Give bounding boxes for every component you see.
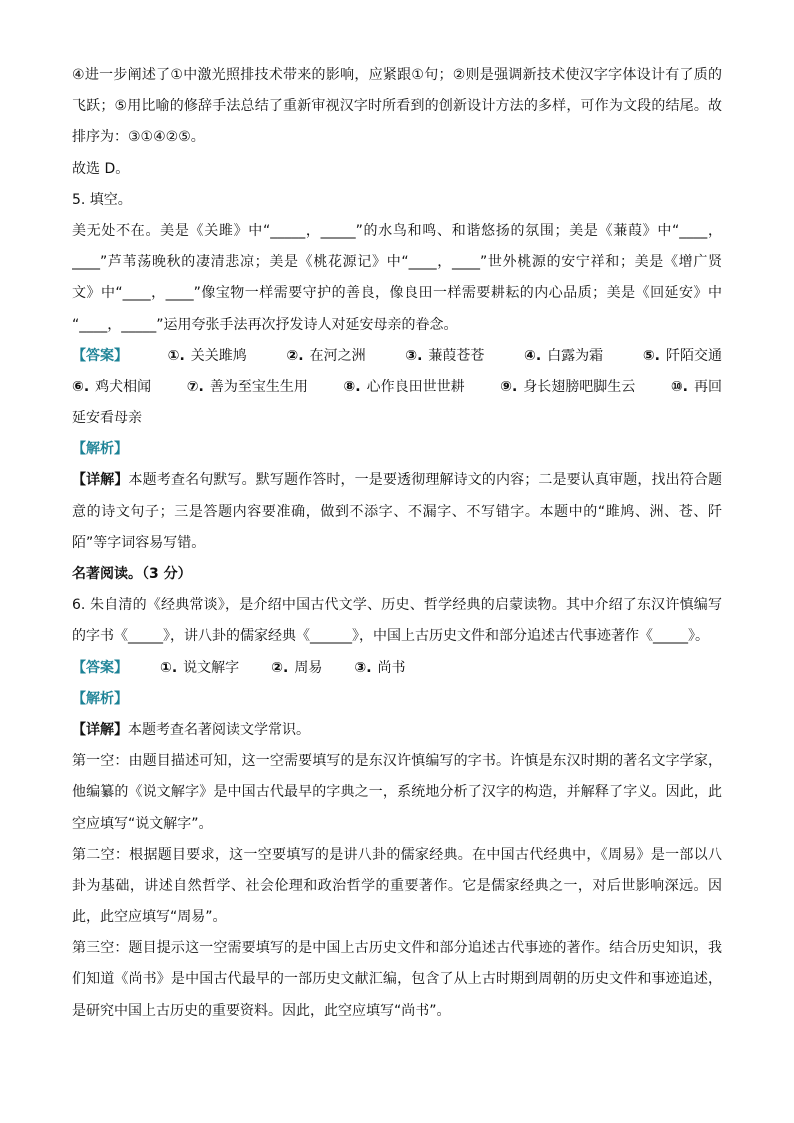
answer-item-continuation: 延安看母亲 [72,410,142,427]
answer-item-number: ①. [160,659,178,676]
answer-item-text: 阡陌交通 [665,347,722,364]
answer-item-text: 关关雎鸠 [190,347,247,364]
question-5-stem-line: 文》中“____，____”像宝物一样需要守护的善良，像良田一样需要耕耘的内心品质；美是《回延安》中 [72,285,722,302]
answer-item-text: 鸡犬相闻 [95,378,152,395]
document-page [72,60,722,1027]
analysis-label: 【解析】 [72,690,128,707]
answer-item-text: 身长翅膀吧脚生云 [523,378,636,395]
blank-explanation-line: 第三空：题目提示这一空需要填写的是中国上古历史文件和部分追述古代事迹的著作。结合历史知识，我 [72,940,722,957]
answer-item-number: ⑨. [500,378,518,395]
detail-line [72,465,722,496]
section-heading: 名著阅读。（3 分） [72,566,192,582]
answer-item-number: ③. [405,347,423,364]
blank-explanation-line: 空应填写“说文解字”。 [72,815,213,832]
question-5-title: 5. 填空。 [72,191,132,208]
answer-item [160,653,239,684]
answer-row [72,653,722,684]
answer-item-text: 说文解字 [183,659,240,676]
blank-explanation-line: 第一空：由题目描述可知，这一空需要填写的是东汉许慎编写的字书。许慎是东汉时期的著名文字学家， [72,753,722,770]
blank-explanation-line: 是研究中国上古历史的重要资料。因此，此空应填写“尚书”。 [72,1002,451,1019]
detail-text: 本题考查名著阅读文学常识。 [128,721,310,738]
answer-item [500,372,635,403]
answer-item-text: 在河之洲 [309,347,366,364]
detail-line: 陌”等字词容易写错。 [72,534,206,551]
answer-item-number: ①. [167,347,185,364]
answer-item-text: 尚书 [377,659,406,676]
answer-item [271,653,322,684]
answer-item-number: ③. [354,659,372,676]
detail-label: 【详解】 [72,472,129,489]
answer-item-number: ⑧. [343,378,361,395]
analysis-line: 飞跃；⑤用比喻的修辞手法总结了重新审视汉字时所看到的创新设计方法的多样，可作为文段的结尾。故 [72,98,722,115]
answer-item-text: 周易 [294,659,323,676]
answer-row [72,341,722,372]
answer-row [72,372,722,403]
answer-item-text: 再回 [693,378,722,395]
answer-label: 【答案】 [72,347,128,364]
question-5-stem-line: 美无处不在。美是《关雎》中“_____，_____”的水鸟和鸣、和谐悠扬的氛围；美是《蒹葭》中“____， [72,222,722,239]
analysis-line: 排序为：③①④②⑤。 [72,129,205,146]
answer-item-text: 心作良田世世耕 [366,378,465,395]
question-6-stem-line: 的字书《_____》，讲八卦的儒家经典《______》，中国上古历史文件和部分追述古代事迹著作《_____》。 [72,628,709,645]
blank-explanation-line: 们知道《尚书》是中国古代最早的一部历史文献汇编，包含了从上古时期到周朝的历史文件和事迹追述， [72,971,722,988]
answer-item [168,341,247,372]
answer-item-number: ⑩. [670,378,688,395]
answer-item-number: ④. [524,347,542,364]
detail-text: 本题考查名句默写。默写题作答时，一是要透彻理解诗文的内容；二是要认真审题，找出符合题 [128,472,722,489]
answer-item-text: 善为至宝生生用 [209,378,308,395]
answer-item [187,372,308,403]
analysis-label: 【解析】 [72,441,128,458]
detail-line: 意的诗文句子；三是答题内容要准确，做到不添字、不漏字、不写错字。本题中的“雎鸠、洲、苍、阡 [72,503,722,520]
question-5-stem-line: ____”芦苇荡晚秋的凄清悲凉；美是《桃花源记》中“____，____”世外桃源的安宁祥和；美是《增广贤 [72,254,722,271]
blank-explanation-line: 卦为基础，讲述自然哲学、社会伦理和政治哲学的重要著作。它是儒家经典之一，对后世影响深远。因 [72,877,722,894]
blank-explanation-line: 他编纂的《说文解字》是中国古代最早的字典之一，系统地分析了汉字的构造，并解释了字义。因此，此 [72,784,722,801]
answer-item-number: ②. [286,347,304,364]
answer-item-number: ⑦. [186,378,204,395]
answer-item [286,341,365,372]
question-6-stem-line: 6. 朱自清的《经典常谈》，是介绍中国古代文学、历史、哲学经典的启蒙读物。其中介绍了东汉许慎编写 [72,597,722,614]
question-5-stem-line: “____，_____”运用夸张手法再次抒发诗人对延安母亲的眷念。 [72,316,458,333]
answer-item [524,341,603,372]
answer-item-number: ⑥. [72,378,90,395]
analysis-line: ④进一步阐述了①中激光照排技术带来的影响，应紧跟①句；②则是强调新技术使汉字字体设计有了质的 [72,67,722,83]
answer-item [405,341,484,372]
answer-item [643,341,722,372]
answer-item-text: 蒹葭苍苍 [428,347,485,364]
blank-explanation-line: 第二空：根据题目要求，这一空要填写的是讲八卦的儒家经典。在中国古代经典中，《周易》是一部以八 [72,846,722,863]
answer-item [343,372,464,403]
answer-label: 【答案】 [72,659,128,676]
answer-item [354,653,405,684]
answer-item-number: ⑤. [642,347,660,364]
answer-item [72,372,151,403]
detail-line [72,715,722,746]
conclusion: 故选 D。 [72,160,130,177]
answer-item-number: ②. [271,659,289,676]
blank-explanation-line: 此，此空应填写“周易”。 [72,909,227,926]
answer-item-text: 白露为霜 [547,347,604,364]
detail-label: 【详解】 [72,721,128,738]
answer-item [671,372,722,403]
